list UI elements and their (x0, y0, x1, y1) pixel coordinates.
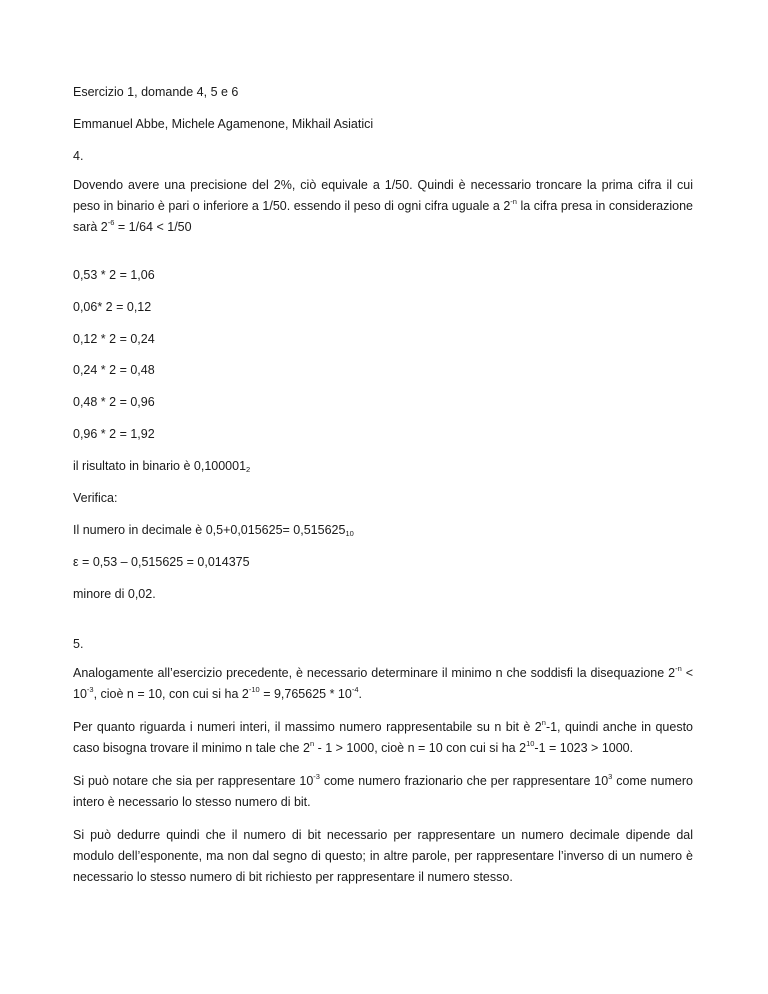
minore-line: minore di 0,02. (73, 587, 156, 601)
authors-line: Emmanuel Abbe, Michele Agamenone, Mikhail Asiatici (73, 117, 374, 131)
question-5-paragraph-2: Per quanto riguarda i numeri interi, il massimo numero rappresentabile su n bit è 2$^n$-1, quindi anche in questo caso bisogna trovare il minimo n tale che 2$^n$ - 1 > 1000, cioè n = 10 con cui si ha $2^{10}-1 = 1023 > 1000$. (73, 718, 693, 755)
decimal-result: Il numero in decimale è $0,5+0,015625= 0,515625_{10}$ (73, 523, 354, 538)
calc-step: 0,48 * 2 = 0,96 (73, 395, 155, 409)
calc-step: 0,06* 2 = 0,12 (73, 300, 152, 314)
epsilon-line: ε = 0,53 – 0,515625 = 0,014375 (73, 555, 250, 569)
question-5-number: 5. (73, 637, 84, 651)
question-5-paragraph-1: Analogamente all’esercizio precedente, è necessario determinare il minimo n che soddisfi la disequazione $2^{-n} < 10^{-3}$, cioè n = 10, con cui si ha $2^{-10} = 9,765625 * 10^{-4}$. (73, 664, 693, 701)
question-4-paragraph: Dovendo avere una precisione del 2%, ciò equivale a 1/50. Quindi è necessario troncare la prima cifra il cui peso in binario è pari o inferiore a 1/50. essendo il peso di ogni cifra uguale a $2^{-n}$ la cifra presa in considerazione sarà $2^{-6} = 1/64 < 1/50$ (73, 178, 693, 234)
binary-result: il risultato in binario è $0,100001_2$ (73, 459, 251, 474)
calc-step: 0,96 * 2 = 1,92 (73, 427, 155, 441)
question-5-paragraph-3: Si può notare che sia per rappresentare $10^{-3}$ come numero frazionario che per rappresentare $10^3$ come numero intero è necessario lo stesso numero di bit. (73, 772, 693, 809)
document-title: Esercizio 1, domande 4, 5 e 6 (73, 85, 239, 99)
calc-step: 0,12 * 2 = 0,24 (73, 332, 155, 346)
calc-step: 0,53 * 2 = 1,06 (73, 268, 155, 282)
question-4-number: 4. (73, 149, 84, 163)
question-5-paragraph-4: Si può dedurre quindi che il numero di bit necessario per rappresentare un numero decimale dipende dal modulo dell’esponente, ma non dal segno di questo; in altre parole, per rappresentare l’inverso di un numero è necessario lo stesso numero di bit richiesto per rappresentare il numero stesso. (73, 828, 693, 884)
verifica-label: Verifica: (73, 491, 118, 505)
calc-step: 0,24 * 2 = 0,48 (73, 363, 155, 377)
